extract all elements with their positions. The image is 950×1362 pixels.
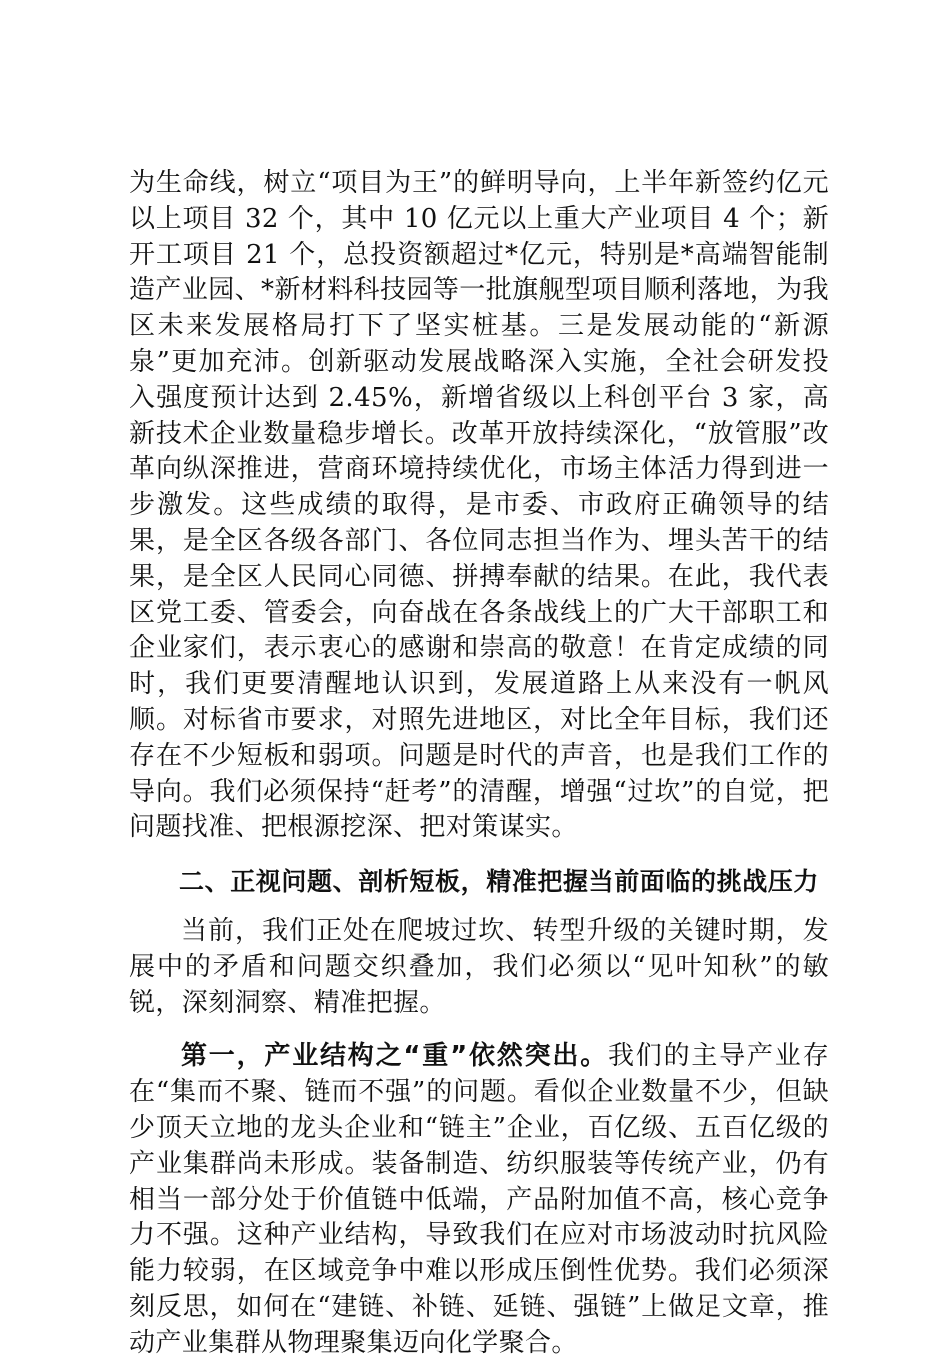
body-paragraph-point-one [129, 1039, 829, 1361]
document-body [129, 166, 829, 1362]
section-heading: 二、正视问题、剖析短板，精准把握当前面临的挑战压力 [179, 867, 820, 897]
body-paragraph-intro: 当前，我们正处在爬坡过坎、转型升级的关键时期，发展中的矛盾和问题交织叠加，我们必须以“见叶知秋”的敏锐，深刻洞察、精准把握。 [129, 915, 829, 1018]
point-one-lead: 第一，产业结构之“重”依然突出。 [181, 1041, 608, 1072]
point-one-body: 我们的主导产业存在“集而不聚、链而不强”的问题。看似企业数量不少，但缺少顶天立地的龙头企业和“链主”企业，百亿级、五百亿级的产业集群尚未形成。装备制造、纺织服装等传统产业，仍有相当一部分处于价值链中低端，产品附加值不高，核心竞争力不强。这种产业结构，导致我们在应对市场波动时抗风险能力较弱，在区域竞争中难以形成压倒性优势。我们必须深刻反思，如何在“建链、补链、延链、强链”上做足文章，推动产业集群从物理聚集迈向化学聚合。 [129, 1041, 830, 1358]
body-paragraph-continued: 为生命线，树立“项目为王”的鲜明导向，上半年新签约亿元以上项目 32 个，其中 10 亿元以上重大产业项目 4 个；新开工项目 21 个，总投资额超过*亿元，特别是*高端智能制造产业园、*新材料科技园等一批旗舰型项目顺利落地，为我区未来发展格局打下了坚实桩基。三是发展动能的“新源泉”更加充沛。创新驱动发展战略深入实施，全社会研发投入强度预计达到 2.45%，新增省级以上科创平台 3 家，高新技术企业数量稳步增长。改革开放持续深化，“放管服”改革向纵深推进，营商环境持续优化，市场主体活力得到进一步激发。这些成绩的取得，是市委、市政府正确领导的结果，是全区各级各部门、各位同志担当作为、埋头苦干的结果，是全区人民同心同德、拼搏奉献的结果。在此，我代表区党工委、管委会，向奋战在各条战线上的广大干部职工和企业家们，表示衷心的感谢和崇高的敬意！在肯定成绩的同时，我们更要清醒地认识到，发展道路上从来没有一帆风顺。对标省市要求，对照先进地区，对比全年目标，我们还存在不少短板和弱项。问题是时代的声音，也是我们工作的导向。我们必须保持“赶考”的清醒，增强“过坎”的自觉，把问题找准、把根源挖深、把对策谋实。 [129, 168, 829, 843]
paragraph-spacer [129, 1021, 829, 1039]
